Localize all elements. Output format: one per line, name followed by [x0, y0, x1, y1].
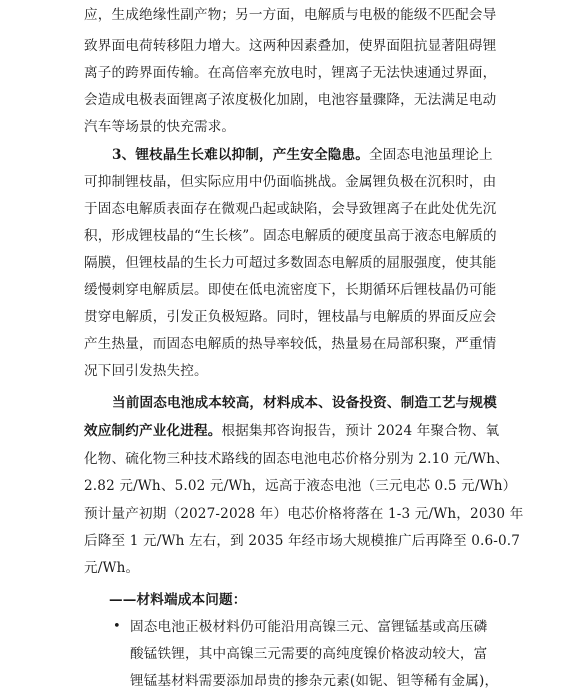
paragraph-2-line-3: 于固态电解质表面存在微观凸起或缺陷，会导致锂离子在此处优先沉 — [84, 201, 497, 217]
paragraph-2-line-5: 隔膜，但锂枝晶的生长力可超过多数固态电解质的屈服强度，使其能 — [84, 255, 497, 271]
bullet-line-2: 酸锰铁锂，其中高镍三元需要的高纯度镍价格波动较大，富 — [130, 646, 488, 662]
paragraph-2-line-1 — [112, 146, 493, 164]
paragraph-2-line-2: 可抑制锂枝晶，但实际应用中仍面临挑战。金属锂负极在沉积时，由 — [84, 174, 497, 190]
paragraph-2-line-4: 积，形成锂枝晶的“生长核”。固态电解质的硬度虽高于液态电解质的 — [84, 228, 497, 244]
paragraph-3-line-4: 2.82 元/Wh、5.02 元/Wh，远高于液态电池（三元电芯 0.5 元/Wh） — [84, 478, 517, 494]
paragraph-1-line-5: 汽车等场景的快充需求。 — [84, 119, 236, 135]
paragraph-2-line-1-rest: 全固态电池虽理论上 — [369, 147, 493, 163]
paragraph-2-line-8: 产生热量，而固态电解质的热导率较低，热量易在局部积聚，严重情 — [84, 336, 497, 352]
paragraph-2-heading: 3、锂枝晶生长难以抑制，产生安全隐患。 — [112, 147, 369, 163]
paragraph-3-line-6: 后降至 1 元/Wh 左右，到 2035 年经市场大规模推广后再降至 0.6-0.7 — [84, 533, 521, 549]
paragraph-3-line-3: 化物、硫化物三种技术路线的固态电池电芯价格分别为 2.10 元/Wh、 — [84, 451, 509, 467]
paragraph-3-line-5: 预计量产初期（2027-2028 年）电芯价格将落在 1-3 元/Wh，2030 年 — [84, 506, 524, 522]
paragraph-3-bold-line-1: 当前固态电池成本较高，材料成本、设备投资、制造工艺与规模 — [112, 395, 497, 411]
paragraph-1-line-2: 致界面电荷转移阻力增大。这两种因素叠加，使界面阻抗显著阻碍锂 — [84, 38, 497, 54]
paragraph-2-line-7: 贯穿电解质，引发正负极短路。同时，锂枝晶与电解质的界面反应会 — [84, 309, 497, 325]
paragraph-1-line-3: 离子的跨界面传输。在高倍率充放电时，锂离子无法快速通过界面， — [84, 65, 497, 81]
paragraph-2-line-6: 缓慢刺穿电解质层。即使在低电流密度下，长期循环后锂枝晶仍可能 — [84, 282, 497, 298]
bullet-marker: • — [113, 619, 121, 634]
paragraph-3-bold-line-2: 效应制约产业化进程。 — [84, 423, 222, 439]
bullet-line-1: 固态电池正极材料仍可能沿用高镍三元、富锂锰基或高压磷 — [130, 619, 488, 635]
paragraph-2-line-9: 况下回引发热失控。 — [84, 363, 208, 379]
paragraph-3-line-2-rest: 根据集邦咨询报告，预计 2024 年聚合物、氧 — [221, 423, 500, 439]
bullet-line-3: 锂锰基材料需要添加昂贵的掺杂元素(如铌、钽等稀有金属)， — [130, 673, 499, 689]
paragraph-1-line-4: 会造成电极表面锂离子浓度极化加剧，电池容量骤降，无法满足电动 — [84, 92, 497, 108]
paragraph-3-line-2 — [84, 422, 499, 440]
paragraph-3-line-7: 元/Wh。 — [84, 560, 140, 576]
paragraph-1-line-1: 应，生成绝缘性副产物；另一方面，电解质与电极的能级不匹配会导 — [84, 7, 497, 23]
section-heading: ——材料端成本问题： — [109, 592, 247, 608]
